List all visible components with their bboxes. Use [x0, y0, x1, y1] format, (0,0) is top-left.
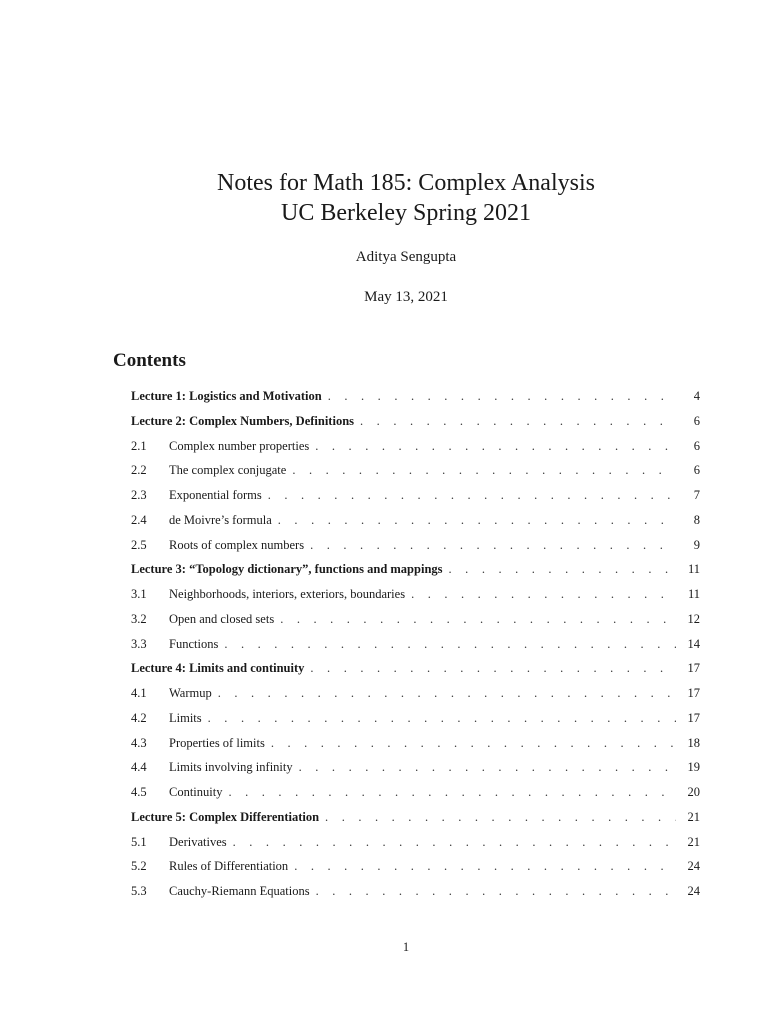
toc-entry-page: 11 — [687, 587, 700, 601]
toc-entry-title: Open and closed sets — [169, 611, 275, 626]
toc-entry-number: 2.4 — [131, 512, 147, 527]
toc-entry-title: de Moivre’s formula — [169, 512, 272, 527]
toc-entry-title: Neighborhoods, interiors, exteriors, boundaries — [169, 587, 406, 601]
toc-section-entry[interactable] — [131, 612, 700, 637]
toc-dot-leader — [360, 414, 676, 429]
toc-dot-leader — [310, 661, 676, 676]
toc-dot-leader — [208, 711, 676, 726]
toc-entry-title: The complex conjugate — [169, 463, 287, 478]
toc-entry-page: 11 — [687, 562, 700, 577]
toc-entry-number: 4.1 — [131, 686, 147, 700]
toc-dot-leader — [280, 612, 676, 627]
toc-entry-number: 5.3 — [131, 884, 147, 898]
toc-dot-leader — [411, 587, 676, 602]
toc-entry-number: 4.3 — [131, 735, 147, 750]
toc-dot-leader — [315, 439, 676, 454]
toc-dot-leader — [325, 810, 676, 825]
toc-dot-leader — [328, 389, 676, 404]
toc-entry-page: 6 — [693, 438, 700, 453]
toc-entry-page: 7 — [693, 488, 700, 502]
toc-entry-page: 17 — [687, 710, 700, 725]
toc-entry-number: 4.5 — [131, 785, 147, 799]
toc-entry-number: 3.2 — [131, 611, 147, 626]
toc-entry-page: 9 — [693, 537, 700, 552]
document-date: May 13, 2021 — [364, 289, 448, 305]
toc-entry-title: Cauchy-Riemann Equations — [169, 884, 310, 898]
toc-entry-page: 14 — [687, 636, 700, 651]
toc-entry-page: 20 — [687, 785, 700, 799]
toc-entry-page: 21 — [687, 809, 700, 824]
toc-entry-title: Lecture 5: Complex Differentiation — [131, 809, 320, 824]
toc-entry-page: 6 — [693, 413, 700, 428]
toc-entry-number: 3.3 — [131, 636, 147, 651]
toc-entry-title: Lecture 4: Limits and continuity — [131, 661, 305, 676]
toc-dot-leader — [294, 859, 676, 874]
toc-section-entry[interactable] — [131, 538, 700, 563]
toc-section-entry[interactable] — [131, 513, 700, 538]
document-subtitle: UC Berkeley Spring 2021 — [281, 200, 531, 226]
toc-entry-number: 2.2 — [131, 463, 147, 478]
toc-section-entry[interactable] — [131, 736, 700, 761]
toc-entry-page: 17 — [687, 661, 700, 676]
toc-entry-number: 3.1 — [131, 587, 147, 601]
toc-entry-title: Limits involving infinity — [169, 760, 293, 775]
toc-entry-page: 18 — [687, 735, 700, 750]
toc-entry-page: 21 — [687, 834, 700, 849]
toc-entry-number: 2.3 — [131, 488, 147, 502]
toc-entry-title: Lecture 1: Logistics and Motivation — [131, 389, 322, 403]
toc-section-entry[interactable] — [131, 439, 700, 464]
toc-entry-title: Exponential forms — [169, 488, 262, 502]
toc-entry-page: 6 — [693, 463, 700, 478]
toc-entry-page: 12 — [687, 611, 700, 626]
toc-dot-leader — [218, 686, 676, 701]
toc-entry-title: Derivatives — [169, 834, 227, 849]
toc-section-entry[interactable] — [131, 587, 700, 612]
table-of-contents — [131, 389, 700, 909]
toc-dot-leader — [316, 884, 676, 899]
toc-dot-leader — [233, 835, 676, 850]
toc-section-entry[interactable] — [131, 637, 700, 662]
toc-entry-title: Limits — [169, 710, 202, 725]
toc-dot-leader — [228, 785, 676, 800]
toc-dot-leader — [292, 463, 676, 478]
contents-heading: Contents — [113, 350, 186, 371]
toc-lecture-entry[interactable] — [131, 562, 700, 587]
toc-section-entry[interactable] — [131, 686, 700, 711]
page-number: 1 — [402, 940, 410, 954]
toc-dot-leader — [271, 736, 676, 751]
toc-entry-page: 24 — [687, 859, 700, 874]
toc-entry-page: 17 — [687, 686, 700, 700]
toc-dot-leader — [278, 513, 676, 528]
toc-entry-page: 19 — [687, 760, 700, 775]
toc-lecture-entry[interactable] — [131, 414, 700, 439]
toc-lecture-entry[interactable] — [131, 810, 700, 835]
toc-dot-leader — [449, 562, 676, 577]
toc-entry-title: Lecture 3: “Topology dictionary”, functions and mappings — [131, 562, 443, 577]
toc-entry-title: Roots of complex numbers — [169, 537, 305, 552]
toc-entry-title: Complex number properties — [169, 438, 310, 453]
toc-entry-title: Continuity — [169, 785, 223, 799]
author-name: Aditya Sengupta — [355, 249, 457, 265]
toc-entry-page: 24 — [687, 884, 700, 898]
toc-entry-number: 2.5 — [131, 537, 147, 552]
toc-section-entry[interactable] — [131, 835, 700, 860]
toc-lecture-entry[interactable] — [131, 389, 700, 414]
toc-entry-page: 4 — [693, 389, 700, 403]
toc-entry-title: Warmup — [169, 686, 212, 700]
toc-entry-title: Properties of limits — [169, 735, 265, 750]
toc-lecture-entry[interactable] — [131, 661, 700, 686]
toc-entry-number: 4.4 — [131, 760, 147, 775]
toc-entry-title: Rules of Differentiation — [169, 859, 289, 874]
toc-dot-leader — [268, 488, 676, 503]
toc-section-entry[interactable] — [131, 760, 700, 785]
document-title: Notes for Math 185: Complex Analysis — [217, 170, 595, 196]
toc-entry-page: 8 — [693, 512, 700, 527]
toc-entry-title: Functions — [169, 636, 219, 651]
toc-section-entry[interactable] — [131, 884, 700, 909]
toc-section-entry[interactable] — [131, 711, 700, 736]
toc-entry-number: 4.2 — [131, 710, 147, 725]
toc-section-entry[interactable] — [131, 859, 700, 884]
toc-dot-leader — [310, 538, 676, 553]
toc-section-entry[interactable] — [131, 463, 700, 488]
title-block — [0, 168, 768, 228]
toc-dot-leader — [299, 760, 676, 775]
toc-section-entry[interactable] — [131, 785, 700, 810]
toc-entry-number: 2.1 — [131, 438, 147, 453]
toc-section-entry[interactable] — [131, 488, 700, 513]
toc-entry-number: 5.2 — [131, 859, 147, 874]
toc-dot-leader — [224, 637, 676, 652]
toc-entry-title: Lecture 2: Complex Numbers, Definitions — [131, 413, 355, 428]
toc-entry-number: 5.1 — [131, 834, 147, 849]
